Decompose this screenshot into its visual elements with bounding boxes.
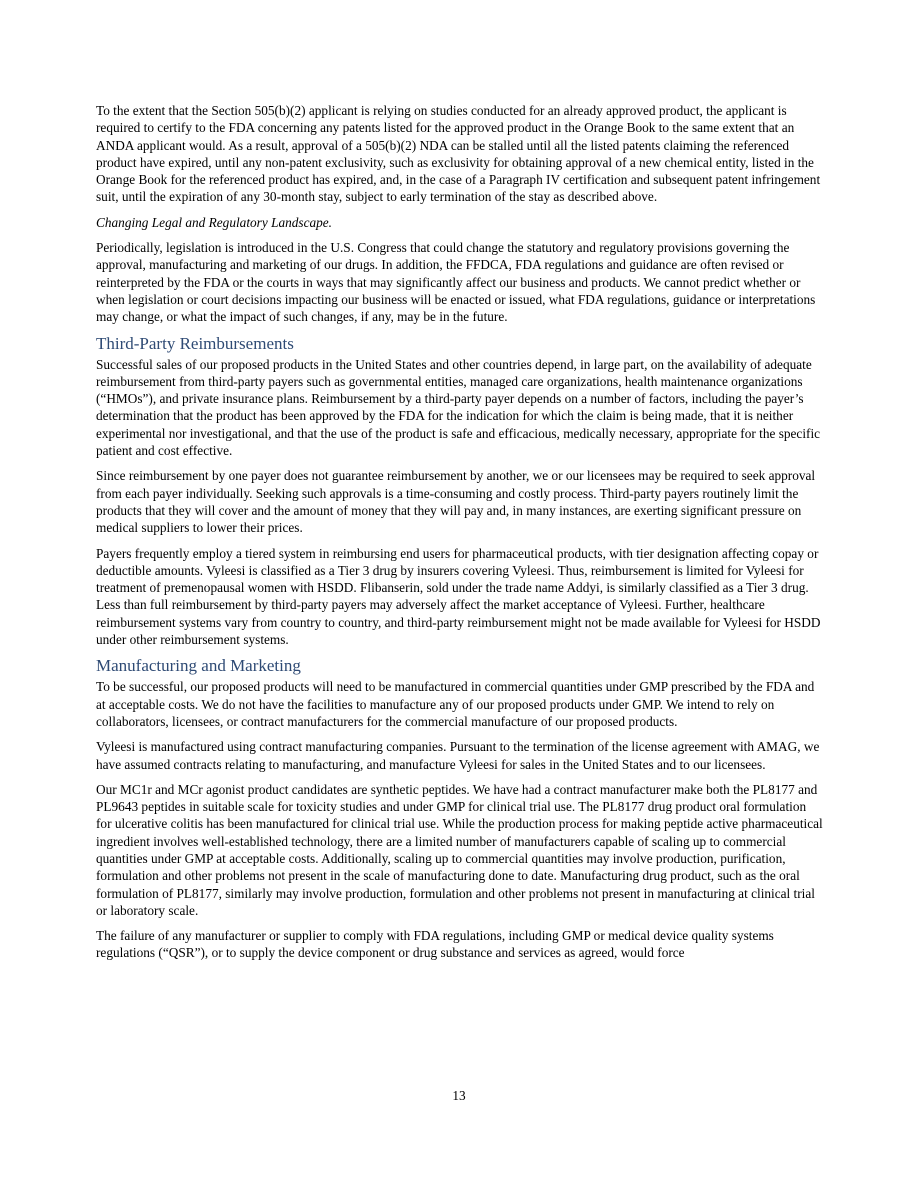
- subheading-changing-legal-landscape: Changing Legal and Regulatory Landscape.: [96, 214, 333, 230]
- section-heading-third-party-reimbursements: Third-Party Reimbursements: [96, 333, 294, 353]
- paragraph-reimbursement-sales: Successful sales of our proposed products in the United States and other countries depend, in large part, on the availability of adequate reimbursement from third-party payers such as governmental entities, managed care organizations, health maintenance organizations (“HMOs”), and private insurance plans. Reimbursement by a third-party payer depends on a number of factors, including the payer’s determination that the product has been approved by the FDA for the indication for which the claim is being made, that it is neither experimental nor investigational, and that the use of the product is safe and efficacious, medically necessary, appropriate for the specific patient and cost effective.: [96, 356, 821, 459]
- paragraph-manufacturing-vyleesi: Vyleesi is manufactured using contract manufacturing companies. Pursuant to the termination of the license agreement with AMAG, we have assumed contracts relating to manufacturing, and manufacture Vyleesi for sales in the United States and to our licensees.: [96, 739, 820, 772]
- paragraph-manufacturing-gmp: To be successful, our proposed products will need to be manufactured in commercial quantities under GMP prescribed by the FDA and at acceptable costs. We do not have the facilities to manufacture any of our proposed products under GMP. We intend to rely on collaborators, licensees, or contract manufacturers for the commercial manufacture of our proposed products.: [96, 679, 815, 729]
- paragraph-505b2-certification: To the extent that the Section 505(b)(2) applicant is relying on studies conducted for an already approved product, the applicant is required to certify to the FDA concerning any patents listed for the approved product in the Orange Book to the same extent that an ANDA applicant would. As a result, approval of a 505(b)(2) NDA can be stalled until all the listed patents claiming the referenced product have expired, until any non-patent exclusivity, such as exclusivity for obtaining approval of a new chemical entity, listed in the Orange Book for the referenced product has expired, and, in the case of a Paragraph IV certification and subsequent patent infringement suit, until the expiration of any 30-month stay, subject to early termination of the stay as described above.: [96, 103, 821, 205]
- paragraph-manufacturing-peptides: Our MC1r and MCr agonist product candidates are synthetic peptides. We have had a contract manufacturer make both the PL8177 and PL9643 peptides in suitable scale for toxicity studies and under GMP for clinical trial use. The PL8177 drug product oral formulation for ulcerative colitis has been manufactured for clinical trial use. While the production process for making peptide active pharmaceutical ingredient involves well-established technology, there are a limited number of manufacturers capable of scaling up to commercial quantities under GMP at acceptable costs. Additionally, scaling up to commercial quantities may involve production, purification, formulation and other problems not present in the scale of manufacturing done to date. Manufacturing drug product, such as the oral formulation of PL8177, similarly may involve production, formulation and other problems not present in manufacturing at clinical trial or laboratory scale.: [96, 781, 823, 918]
- paragraph-manufacturing-failure: The failure of any manufacturer or supplier to comply with FDA regulations, including GMP or medical device quality systems regulations (“QSR”), or to supply the device component or drug substance and services as agreed, would force: [96, 928, 774, 961]
- paragraph-reimbursement-tiers: Payers frequently employ a tiered system in reimbursing end users for pharmaceutical products, with tier designation affecting copay or deductible amounts. Vyleesi is classified as a Tier 3 drug by insurers covering Vyleesi. Thus, reimbursement is limited for Vyleesi for treatment of premenopausal women with HSDD. Flibanserin, sold under the trade name Addyi, is similarly classified as a Tier 3 drug. Less than full reimbursement by third-party payers may adversely affect the market acceptance of Vyleesi. Further, healthcare reimbursement systems vary from country to country, and third-party reimbursement might not be made available for Vyleesi for HSDD under other reimbursement systems.: [96, 545, 821, 648]
- paragraph-reimbursement-payers: Since reimbursement by one payer does not guarantee reimbursement by another, we or our licensees may be required to seek approval from each payer individually. Seeking such approvals is a time-consuming and costly process. Third-party payers routinely limit the products that they will cover and the amount of money that they will pay and, in many instances, are exerting significant pressure on medical suppliers to lower their prices.: [96, 468, 816, 536]
- page-number: 13: [452, 1088, 466, 1103]
- section-heading-manufacturing-marketing: Manufacturing and Marketing: [96, 656, 301, 676]
- document-page: [96, 102, 824, 970]
- paragraph-legislation: Periodically, legislation is introduced in the U.S. Congress that could change the statutory and regulatory provisions governing the approval, manufacturing and marketing of our drugs. In addition, the FFDCA, FDA regulations and guidance are often revised or reinterpreted by the FDA or the courts in ways that may significantly affect our business and products. We cannot predict whether or when legislation or court decisions impacting our business will be enacted or issued, what FDA regulations, guidance or interpretations may change, or what the impact of such changes, if any, may be in the future.: [96, 240, 816, 325]
